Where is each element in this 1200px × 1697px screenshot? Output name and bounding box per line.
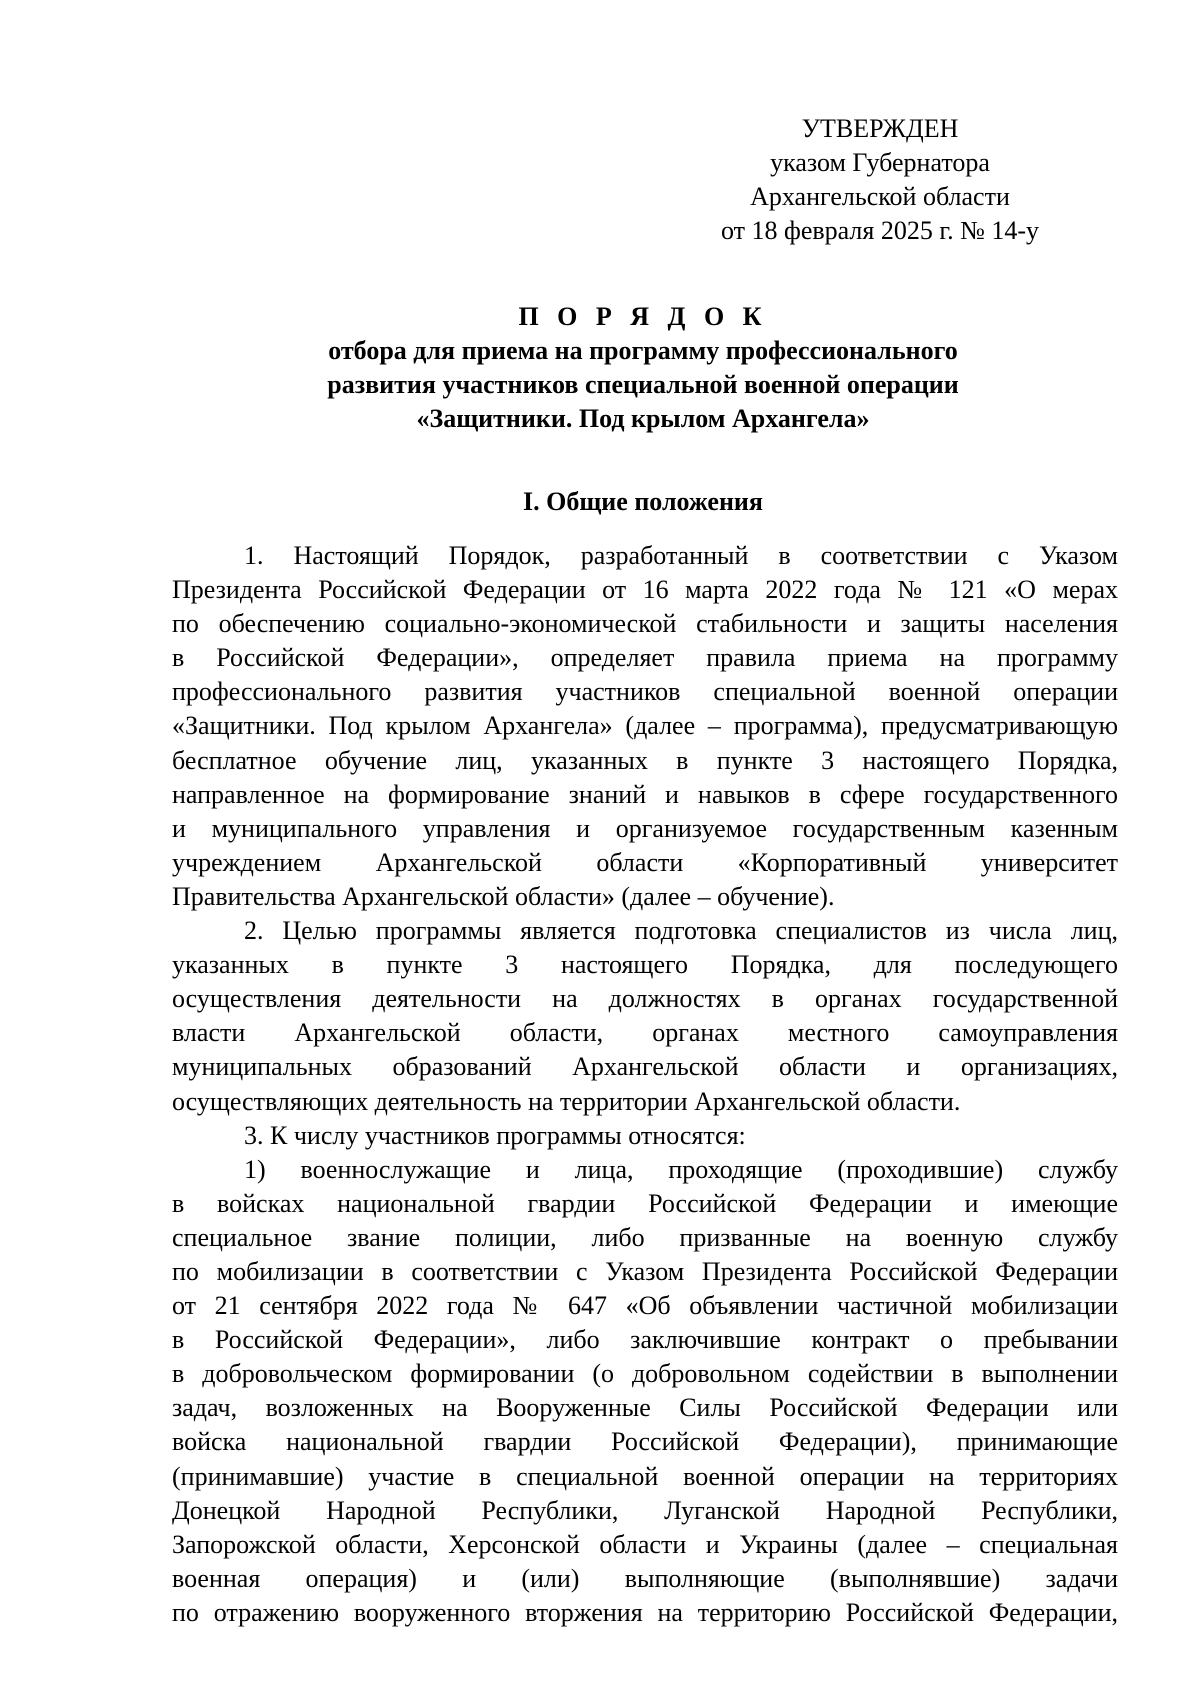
approval-date-number: от 18 февраля 2025 г. № 14-у [720,216,1040,245]
body-line: осуществления деятельности на должностях в органах государственной [172,984,1118,1014]
body-line: в Российской Федерации», либо заключившие контракт о пребывании [172,1325,1118,1355]
body-line: осуществляющих деятельность на территории Архангельской области. [172,1086,961,1116]
body-line: по мобилизации в соответствии с Указом Президента Российской Федерации [172,1256,1118,1286]
body-line: 2. Целью программы является подготовка специалистов из числа лиц, [244,916,1118,946]
document-body [172,539,1118,1630]
body-line: власти Архангельской области, органах местного самоуправления [172,1018,1118,1048]
body-line: Запорожской области, Херсонской области и Украины (далее – специальная [172,1529,1118,1559]
body-line: специальное звание полиции, либо призванные на военную службу [172,1222,1118,1252]
body-line: от 21 сентября 2022 года № 647 «Об объявлении частичной мобилизации [172,1291,1118,1321]
body-line: бесплатное обучение лиц, указанных в пункте 3 настоящего Порядка, [172,745,1118,775]
body-line: и муниципального управления и организуемое государственным казенным [172,813,1118,843]
document-title: П О Р Я Д О К [518,302,768,331]
section-heading: I. Общие положения [523,487,763,516]
body-line: «Защитники. Под крылом Архангела» (далее – программа), предусматривающую [172,711,1118,741]
body-line: задач, возложенных на Вооруженные Силы Российской Федерации или [172,1393,1118,1423]
body-line: Президента Российской Федерации от 16 марта 2022 года № 121 «О мерах [172,575,1118,605]
document-subtitle-line: отбора для приема на программу профессионального [328,336,958,365]
body-line: профессионального развития участников специальной военной операции [172,677,1118,707]
body-line: направленное на формирование знаний и навыков в сфере государственного [172,779,1118,809]
body-line: учреждением Архангельской области «Корпоративный университет [172,847,1118,877]
body-line: по отражению вооруженного вторжения на территорию Российской Федерации, [172,1597,1118,1627]
body-line: (принимавшие) участие в специальной военной операции на территориях [172,1461,1118,1491]
approval-issuer: указом Губернатора [770,148,990,177]
approval-region: Архангельской области [750,182,1010,211]
body-line: в войсках национальной гвардии Российской Федерации и имеющие [172,1188,1118,1218]
body-line: муниципальных образований Архангельской области и организациях, [172,1052,1118,1082]
body-line: Правительства Архангельской области» (далее – обучение). [172,881,835,911]
body-line: в Российской Федерации», определяет правила приема на программу [172,643,1118,673]
approval-stamp-block [700,112,1060,248]
approval-status: УТВЕРЖДЕН [801,114,959,143]
body-line: войска национальной гвардии Российской Федерации), принимающие [172,1427,1118,1457]
document-subtitle-line: развития участников специальной военной операции [327,370,959,399]
body-line: 1. Настоящий Порядок, разработанный в соответствии с Указом [244,541,1118,570]
body-line: по обеспечению социально-экономической стабильности и защиты населения [172,609,1118,639]
body-line: военная операция) и (или) выполняющие (выполнявшие) задачи [172,1563,1118,1593]
document-title-block [170,300,1116,436]
body-line: Донецкой Народной Республики, Луганской Народной Республики, [172,1495,1118,1525]
body-line: в добровольческом формировании (о добровольном содействии в выполнении [172,1359,1118,1389]
body-line: указанных в пункте 3 настоящего Порядка, для последующего [172,950,1118,980]
document-subtitle-line: «Защитники. Под крылом Архангела» [416,404,870,433]
body-line: 3. К числу участников программы относятся: [244,1120,746,1150]
body-line: 1) военнослужащие и лица, проходящие (проходившие) службу [244,1154,1118,1184]
